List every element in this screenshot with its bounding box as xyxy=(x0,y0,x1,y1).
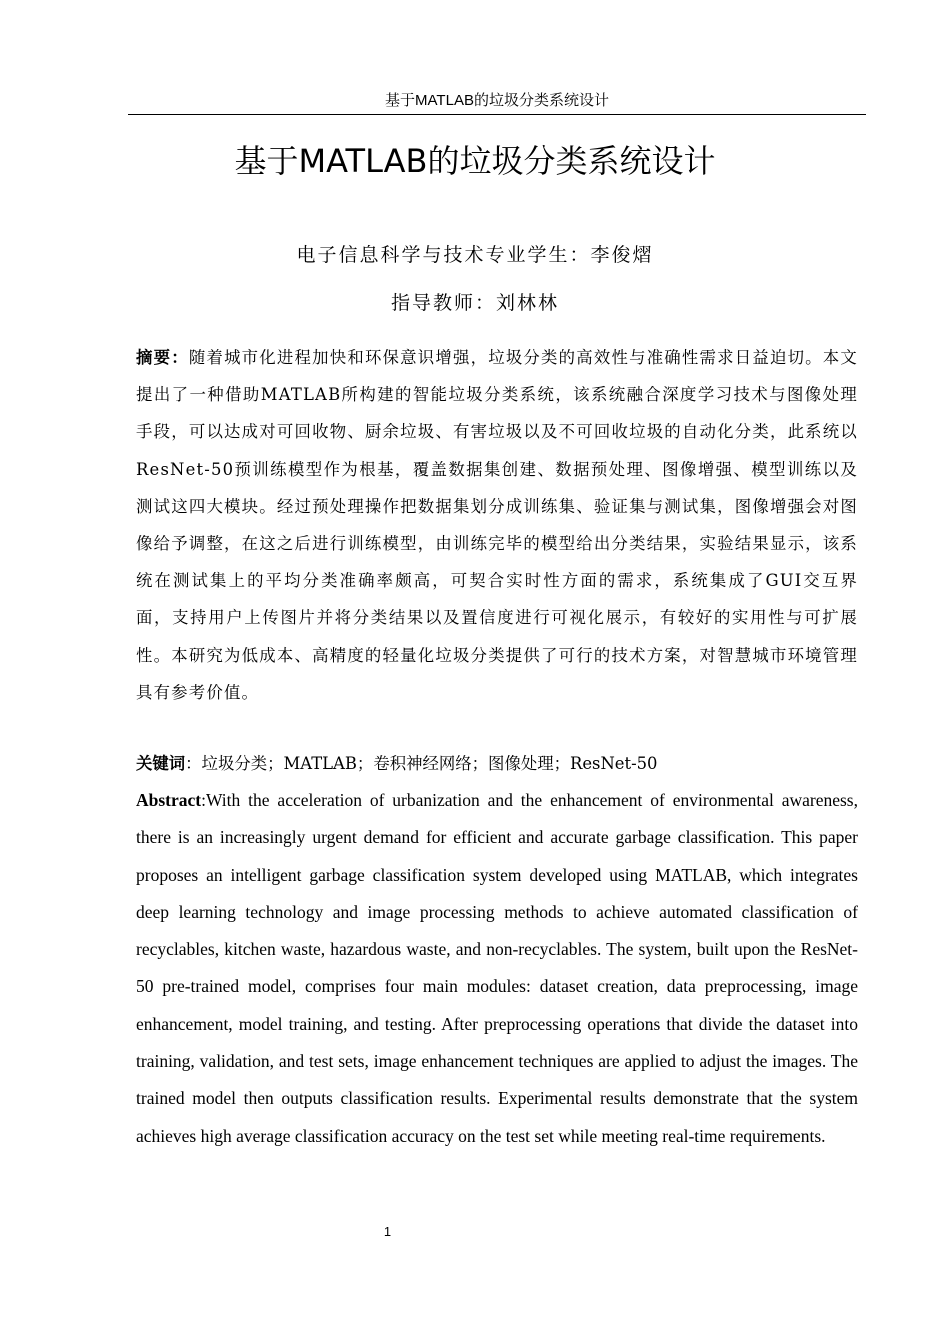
student-author: 电子信息科学与技术专业学生：李俊熠 xyxy=(296,244,654,266)
english-abstract-label: Abstract xyxy=(136,790,202,810)
advisor-name: 指导教师：刘林林 xyxy=(390,292,559,314)
keywords-label: 关键词 xyxy=(136,754,186,773)
english-abstract-text: :With the acceleration of urbanization and the enhancement of environmental awareness, there is an increasingly urgent demand for efficient and accurate garbage classification. This paper proposes an intelligent garbage classification system developed using MATLAB, which integrates deep learning technology and image processing methods to achieve automated classification of recyclables, kitchen waste, hazardous waste, and non-recyclables. The system, built upon the ResNet-50 pre-trained model, comprises four main modules: dataset creation, data preprocessing, image enhancement, model training, and testing. After preprocessing operations that divide the dataset into training, validation, and test sets, image enhancement techniques are applied to adjust the images. The trained model then outputs classification results. Experimental results demonstrate that the system achieves high average classification accuracy on the test set while meeting real-time requirements. xyxy=(136,790,858,1146)
page-title: 基于MATLAB的垃圾分类系统设计 xyxy=(234,142,716,180)
english-abstract xyxy=(136,782,858,1155)
chinese-abstract-text: 随着城市化进程加快和环保意识增强，垃圾分类的高效性与准确性需求日益迫切。本文提出了一种借助MATLAB所构建的智能垃圾分类系统，该系统融合深度学习技术与图像处理手段，可以达成对可回收物、厨余垃圾、有害垃圾以及不可回收垃圾的自动化分类，此系统以ResNet-50预训练模型作为根基，覆盖数据集创建、数据预处理、图像增强、模型训练以及测试这四大模块。经过预处理操作把数据集划分成训练集、验证集与测试集，图像增强会对图像给予调整，在这之后进行训练模型，由训练完毕的模型给出分类结果，实验结果显示，该系统在测试集上的平均分类准确率颇高，可契合实时性方面的需求，系统集成了GUI交互界面，支持用户上传图片并将分类结果以及置信度进行可视化展示，有较好的实用性与可扩展性。本研究为低成本、高精度的轻量化垃圾分类提供了可行的技术方案，对智慧城市环境管理具有参考价值。 xyxy=(136,348,858,702)
page-number: 1 xyxy=(383,1224,392,1239)
chinese-abstract xyxy=(136,339,858,711)
keywords xyxy=(136,748,858,780)
chinese-abstract-label: 摘要： xyxy=(136,348,189,367)
running-header: 基于MATLAB的垃圾分类系统设计 xyxy=(128,91,866,115)
keywords-text: ：垃圾分类；MATLAB；卷积神经网络；图像处理；ResNet-50 xyxy=(185,754,658,773)
